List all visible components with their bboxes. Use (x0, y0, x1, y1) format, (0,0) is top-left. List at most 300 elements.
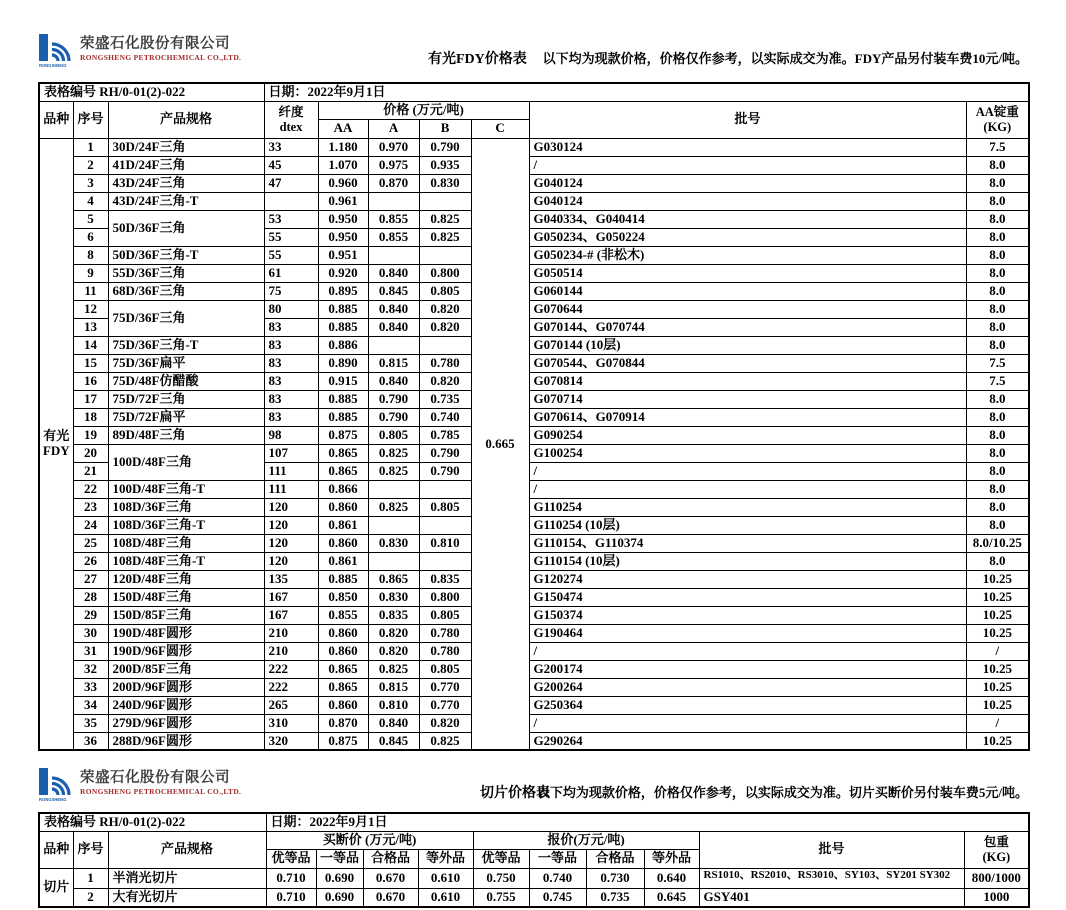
spec-cell: 108D/48F三角-T (108, 552, 264, 570)
serial-cell: 25 (73, 534, 108, 552)
price-b-cell: 0.780 (419, 624, 471, 642)
price-a-cell: 0.810 (368, 696, 419, 714)
batch-cell: / (529, 462, 966, 480)
aa-weight-cell: 7.5 (966, 354, 1029, 372)
price-aa-cell: 0.866 (318, 480, 368, 498)
pack-weight-cell: 1000 (964, 888, 1029, 907)
dtex-cell: 55 (264, 228, 318, 246)
col-header-quote-offgrade: 等外品 (644, 849, 699, 868)
aa-weight-cell: 10.25 (966, 570, 1029, 588)
price-b-cell: 0.825 (419, 228, 471, 246)
price-aa-cell: 0.861 (318, 516, 368, 534)
aa-weight-cell: 10.25 (966, 624, 1029, 642)
serial-cell: 4 (73, 192, 108, 210)
price-aa-cell: 0.865 (318, 462, 368, 480)
serial-cell: 34 (73, 696, 108, 714)
batch-cell: G090254 (529, 426, 966, 444)
fdy-row (39, 264, 1029, 282)
buy-price-cell-0: 0.710 (266, 888, 316, 907)
aa-weight-cell: 8.0 (966, 426, 1029, 444)
price-a-cell: 0.805 (368, 426, 419, 444)
dtex-cell: 210 (264, 642, 318, 660)
col-header-spec: 产品规格 (108, 831, 266, 868)
price-a-cell: 0.855 (368, 210, 419, 228)
serial-cell: 30 (73, 624, 108, 642)
spec-cell: 108D/48F三角 (108, 534, 264, 552)
price-a-cell (368, 336, 419, 354)
batch-cell: G150474 (529, 588, 966, 606)
fdy-form-no: 表格编号 RH/0-01(2)-022 (39, 83, 264, 101)
col-header-category: 品种 (39, 101, 73, 138)
spec-cell: 200D/96F圆形 (108, 678, 264, 696)
price-a-cell: 0.840 (368, 714, 419, 732)
dtex-cell: 61 (264, 264, 318, 282)
serial-cell: 28 (73, 588, 108, 606)
serial-cell: 31 (73, 642, 108, 660)
dtex-cell: 98 (264, 426, 318, 444)
col-header-grade-aa: AA (318, 119, 368, 138)
price-a-cell (368, 516, 419, 534)
fdy-note: 以下均为现款价格，价格仅作参考，以实际成交为准。FDY产品另付装车费10元/吨。 (542, 51, 1028, 66)
price-b-cell (419, 246, 471, 264)
spec-cell: 75D/36F三角-T (108, 336, 264, 354)
price-aa-cell: 0.860 (318, 624, 368, 642)
serial-cell: 9 (73, 264, 108, 282)
price-a-cell: 0.820 (368, 642, 419, 660)
dtex-cell: 111 (264, 480, 318, 498)
price-a-cell (368, 246, 419, 264)
aa-weight-cell: 8.0 (966, 282, 1029, 300)
price-a-cell: 0.870 (368, 174, 419, 192)
chip-header (38, 767, 1028, 812)
price-b-cell: 0.820 (419, 318, 471, 336)
dtex-cell: 120 (264, 516, 318, 534)
col-header-quote-qualified: 合格品 (586, 849, 644, 868)
buy-price-cell-2: 0.670 (363, 888, 418, 907)
fdy-row (39, 696, 1029, 714)
aa-weight-cell: 8.0 (966, 210, 1029, 228)
price-a-cell: 0.790 (368, 408, 419, 426)
chip-form-no: 表格编号 RH/0-01(2)-022 (39, 813, 266, 831)
dtex-cell: 75 (264, 282, 318, 300)
fdy-row (39, 138, 1029, 156)
aa-weight-cell: 8.0 (966, 192, 1029, 210)
spec-cell: 150D/48F三角 (108, 588, 264, 606)
batch-cell: / (529, 642, 966, 660)
price-b-cell: 0.780 (419, 354, 471, 372)
price-aa-cell: 0.920 (318, 264, 368, 282)
spec-cell: 75D/48F仿醋酸 (108, 372, 264, 390)
spec-cell: 100D/48F三角 (108, 444, 264, 480)
pack-label-zh: 包重 (983, 835, 1009, 850)
fdy-row (39, 732, 1029, 750)
col-header-buy-qualified: 合格品 (363, 849, 418, 868)
price-aa-cell: 0.895 (318, 282, 368, 300)
pack-label-unit: (KG) (982, 849, 1011, 864)
price-b-cell (419, 480, 471, 498)
fdy-row (39, 534, 1029, 552)
aa-weight-cell: 8.0 (966, 552, 1029, 570)
spec-cell: 120D/48F三角 (108, 570, 264, 588)
price-b-cell: 0.800 (419, 588, 471, 606)
aa-weight-cell: 8.0 (966, 174, 1029, 192)
price-b-cell (419, 516, 471, 534)
col-header-quote-group: 报价(万元/吨) (473, 831, 699, 849)
dtex-cell: 120 (264, 498, 318, 516)
batch-cell: G110154 (10层) (529, 552, 966, 570)
aa-weight-cell: 10.25 (966, 606, 1029, 624)
fdy-row (39, 624, 1029, 642)
fdy-row (39, 516, 1029, 534)
price-aa-cell: 1.070 (318, 156, 368, 174)
price-b-cell: 0.805 (419, 282, 471, 300)
fdy-row (39, 552, 1029, 570)
batch-cell: G070714 (529, 390, 966, 408)
cell-line: FDY (42, 442, 70, 458)
price-b-cell: 0.810 (419, 534, 471, 552)
serial-cell: 2 (73, 156, 108, 174)
price-aa-cell: 0.950 (318, 228, 368, 246)
dtex-cell: 167 (264, 606, 318, 624)
batch-cell: G060144 (529, 282, 966, 300)
serial-cell: 23 (73, 498, 108, 516)
fdy-row (39, 300, 1029, 318)
price-aa-cell: 0.885 (318, 390, 368, 408)
price-a-cell: 0.865 (368, 570, 419, 588)
batch-cell: G070544、G070844 (529, 354, 966, 372)
col-header-category: 品种 (39, 831, 73, 868)
aa-weight-cell: 8.0 (966, 462, 1029, 480)
quote-price-cell-3: 0.645 (644, 888, 699, 907)
fdy-row (39, 588, 1029, 606)
fdy-row (39, 246, 1029, 264)
aa-weight-cell: 8.0 (966, 444, 1029, 462)
batch-cell: G040334、G040414 (529, 210, 966, 228)
col-header-batch: 批号 (699, 831, 964, 868)
serial-cell: 11 (73, 282, 108, 300)
dtex-cell: 135 (264, 570, 318, 588)
price-a-cell: 0.855 (368, 228, 419, 246)
batch-cell: G040124 (529, 192, 966, 210)
batch-cell: G200264 (529, 678, 966, 696)
serial-cell: 29 (73, 606, 108, 624)
price-b-cell: 0.820 (419, 372, 471, 390)
spec-cell: 50D/36F三角 (108, 210, 264, 246)
serial-cell: 22 (73, 480, 108, 498)
spec-cell: 190D/48F圆形 (108, 624, 264, 642)
category-cell: 切片 (39, 868, 73, 907)
serial-cell: 20 (73, 444, 108, 462)
aa-weight-cell: 8.0 (966, 516, 1029, 534)
quote-price-cell-3: 0.640 (644, 868, 699, 888)
logo-small-text: RONGSHENG (39, 63, 67, 68)
serial-cell: 33 (73, 678, 108, 696)
fdy-row (39, 498, 1029, 516)
aa-weight-cell: 8.0 (966, 228, 1029, 246)
price-b-cell: 0.805 (419, 660, 471, 678)
batch-cell: G290264 (529, 732, 966, 750)
col-header-batch: 批号 (529, 101, 966, 138)
fdy-meta-row (39, 83, 1029, 101)
dtex-label-zh: 纤度 (278, 105, 304, 120)
batch-cell: G070814 (529, 372, 966, 390)
quote-price-cell-1: 0.745 (529, 888, 586, 907)
price-b-cell: 0.820 (419, 300, 471, 318)
spec-cell: 75D/72F三角 (108, 390, 264, 408)
spec-cell: 55D/36F三角 (108, 264, 264, 282)
price-aa-cell: 0.885 (318, 408, 368, 426)
spec-cell: 68D/36F三角 (108, 282, 264, 300)
col-header-grade-b: B (419, 119, 471, 138)
spec-cell: 100D/48F三角-T (108, 480, 264, 498)
dtex-cell: 83 (264, 318, 318, 336)
spec-cell: 288D/96F圆形 (108, 732, 264, 750)
spec-cell: 大有光切片 (108, 888, 266, 907)
batch-cell: G030124 (529, 138, 966, 156)
price-aa-cell: 0.890 (318, 354, 368, 372)
price-b-cell (419, 192, 471, 210)
fdy-row (39, 642, 1029, 660)
chip-meta-row (39, 813, 1029, 831)
fdy-row (39, 282, 1029, 300)
price-b-cell: 0.790 (419, 444, 471, 462)
price-a-cell: 0.830 (368, 534, 419, 552)
serial-cell: 26 (73, 552, 108, 570)
dtex-cell: 167 (264, 588, 318, 606)
fdy-row (39, 156, 1029, 174)
aa-weight-cell: 10.25 (966, 732, 1029, 750)
company-logo (38, 33, 241, 69)
dtex-cell: 83 (264, 372, 318, 390)
serial-cell: 36 (73, 732, 108, 750)
price-aa-cell: 1.180 (318, 138, 368, 156)
price-aa-cell: 0.886 (318, 336, 368, 354)
dtex-cell: 310 (264, 714, 318, 732)
serial-cell: 1 (73, 138, 108, 156)
batch-cell: G120274 (529, 570, 966, 588)
batch-cell: G070644 (529, 300, 966, 318)
col-header-quote-first: 一等品 (529, 849, 586, 868)
col-header-no: 序号 (73, 831, 108, 868)
price-aa-cell: 0.875 (318, 732, 368, 750)
fdy-row (39, 678, 1029, 696)
price-a-cell: 0.975 (368, 156, 419, 174)
fdy-row (39, 570, 1029, 588)
price-aa-cell: 0.950 (318, 210, 368, 228)
price-a-cell (368, 480, 419, 498)
spec-cell: 半消光切片 (108, 868, 266, 888)
batch-cell: G100254 (529, 444, 966, 462)
aa-weight-cell: 8.0 (966, 246, 1029, 264)
price-a-cell: 0.830 (368, 588, 419, 606)
fdy-row (39, 336, 1029, 354)
chip-row (39, 868, 1029, 888)
price-a-cell: 0.840 (368, 264, 419, 282)
col-header-dtex (264, 101, 318, 138)
batch-cell: / (529, 156, 966, 174)
spec-cell: 30D/24F三角 (108, 138, 264, 156)
price-aa-cell: 0.860 (318, 534, 368, 552)
rongsheng-logo-icon (38, 33, 76, 69)
price-b-cell: 0.790 (419, 138, 471, 156)
batch-cell: G150374 (529, 606, 966, 624)
price-a-cell: 0.825 (368, 498, 419, 516)
spec-cell: 43D/24F三角 (108, 174, 264, 192)
company-name-zh: 荣盛石化股份有限公司 (80, 770, 230, 786)
serial-cell: 5 (73, 210, 108, 228)
dtex-cell: 222 (264, 660, 318, 678)
batch-cell: G110254 (529, 498, 966, 516)
price-a-cell: 0.840 (368, 372, 419, 390)
dtex-cell (264, 192, 318, 210)
price-a-cell (368, 552, 419, 570)
chip-table-title: 切片价格表 (480, 786, 550, 801)
price-b-cell: 0.785 (419, 426, 471, 444)
fdy-row (39, 372, 1029, 390)
logo-small-text: RONGSHENG (39, 797, 67, 802)
dtex-cell: 107 (264, 444, 318, 462)
dtex-cell: 111 (264, 462, 318, 480)
spec-cell: 75D/72F扁平 (108, 408, 264, 426)
aa-weight-cell: 8.0 (966, 336, 1029, 354)
pack-weight-cell: 800/1000 (964, 868, 1029, 888)
price-b-cell: 0.935 (419, 156, 471, 174)
batch-cell: G050234-# (非松木) (529, 246, 966, 264)
serial-cell: 21 (73, 462, 108, 480)
fdy-table-title: 有光FDY价格表 (428, 52, 527, 67)
aa-weight-cell: / (966, 714, 1029, 732)
batch-cell: RS1010、RS2010、RS3010、SY103、SY201 SY302 (699, 868, 964, 888)
company-name-zh: 荣盛石化股份有限公司 (80, 36, 230, 52)
price-a-cell: 0.815 (368, 354, 419, 372)
col-header-buyout-group: 买断价 (万元/吨) (266, 831, 473, 849)
price-b-cell: 0.790 (419, 462, 471, 480)
company-names (80, 33, 241, 62)
spec-cell: 43D/24F三角-T (108, 192, 264, 210)
fdy-date: 日期：2022年9月1日 (264, 83, 1029, 101)
company-logo (38, 767, 241, 803)
price-a-cell: 0.840 (368, 300, 419, 318)
serial-cell: 3 (73, 174, 108, 192)
dtex-label-unit: dtex (279, 119, 303, 134)
price-b-cell (419, 336, 471, 354)
fdy-row (39, 192, 1029, 210)
dtex-cell: 83 (264, 354, 318, 372)
buy-price-cell-0: 0.710 (266, 868, 316, 888)
price-aa-cell: 0.961 (318, 192, 368, 210)
aa-weight-cell: 10.25 (966, 588, 1029, 606)
price-c-cell: 0.665 (471, 138, 529, 750)
quote-price-cell-0: 0.755 (473, 888, 529, 907)
serial-cell: 35 (73, 714, 108, 732)
aa-weight-cell: 8.0 (966, 300, 1029, 318)
aa-weight-cell: 10.25 (966, 696, 1029, 714)
spec-cell: 279D/96F圆形 (108, 714, 264, 732)
price-a-cell: 0.825 (368, 444, 419, 462)
price-b-cell: 0.805 (419, 498, 471, 516)
company-name-en: RONGSHENG PETROCHEMICAL CO.,LTD. (80, 787, 242, 796)
spec-cell: 41D/24F三角 (108, 156, 264, 174)
aa-weight-cell: 10.25 (966, 678, 1029, 696)
chip-price-table (38, 812, 1030, 908)
dtex-cell: 80 (264, 300, 318, 318)
dtex-cell: 320 (264, 732, 318, 750)
price-aa-cell: 0.875 (318, 426, 368, 444)
price-b-cell: 0.735 (419, 390, 471, 408)
price-b-cell: 0.830 (419, 174, 471, 192)
fdy-row (39, 354, 1029, 372)
fdy-section (38, 0, 1028, 751)
fdy-price-table (38, 82, 1030, 751)
price-b-cell: 0.835 (419, 570, 471, 588)
weight-label-zh: AA锭重 (975, 105, 1019, 120)
price-aa-cell: 0.885 (318, 300, 368, 318)
price-aa-cell: 0.865 (318, 444, 368, 462)
dtex-cell: 55 (264, 246, 318, 264)
price-a-cell: 0.845 (368, 282, 419, 300)
batch-cell: GSY401 (699, 888, 964, 907)
price-aa-cell: 0.915 (318, 372, 368, 390)
serial-cell: 14 (73, 336, 108, 354)
dtex-cell: 265 (264, 696, 318, 714)
batch-cell: G190464 (529, 624, 966, 642)
quote-price-cell-0: 0.750 (473, 868, 529, 888)
price-aa-cell: 0.850 (318, 588, 368, 606)
batch-cell: G050234、G050224 (529, 228, 966, 246)
spec-cell: 89D/48F三角 (108, 426, 264, 444)
price-aa-cell: 0.860 (318, 696, 368, 714)
col-header-buy-offgrade: 等外品 (418, 849, 473, 868)
price-b-cell (419, 552, 471, 570)
buy-price-cell-2: 0.670 (363, 868, 418, 888)
chip-header-row-1 (39, 831, 1029, 849)
fdy-row (39, 660, 1029, 678)
aa-weight-cell: 8.0 (966, 498, 1029, 516)
price-a-cell: 0.825 (368, 660, 419, 678)
batch-cell: G070144 (10层) (529, 336, 966, 354)
serial-cell: 8 (73, 246, 108, 264)
aa-weight-cell: / (966, 642, 1029, 660)
buy-price-cell-3: 0.610 (418, 868, 473, 888)
batch-cell: / (529, 714, 966, 732)
rongsheng-logo-icon (38, 767, 76, 803)
spec-cell: 200D/85F三角 (108, 660, 264, 678)
col-header-grade-a: A (368, 119, 419, 138)
price-b-cell: 0.770 (419, 678, 471, 696)
price-b-cell: 0.825 (419, 732, 471, 750)
price-aa-cell: 0.861 (318, 552, 368, 570)
category-cell (39, 138, 73, 750)
aa-weight-cell: 10.25 (966, 660, 1029, 678)
fdy-row (39, 426, 1029, 444)
spec-cell: 240D/96F圆形 (108, 696, 264, 714)
dtex-cell: 47 (264, 174, 318, 192)
company-names (80, 767, 241, 796)
price-b-cell: 0.780 (419, 642, 471, 660)
spec-cell: 75D/36F扁平 (108, 354, 264, 372)
price-aa-cell: 0.885 (318, 570, 368, 588)
serial-cell: 24 (73, 516, 108, 534)
price-a-cell (368, 192, 419, 210)
serial-cell: 1 (73, 868, 108, 888)
dtex-cell: 53 (264, 210, 318, 228)
dtex-cell: 83 (264, 408, 318, 426)
col-header-buy-premium: 优等品 (266, 849, 316, 868)
fdy-row (39, 444, 1029, 462)
quote-price-cell-2: 0.730 (586, 868, 644, 888)
dtex-cell: 120 (264, 534, 318, 552)
price-a-cell: 0.825 (368, 462, 419, 480)
